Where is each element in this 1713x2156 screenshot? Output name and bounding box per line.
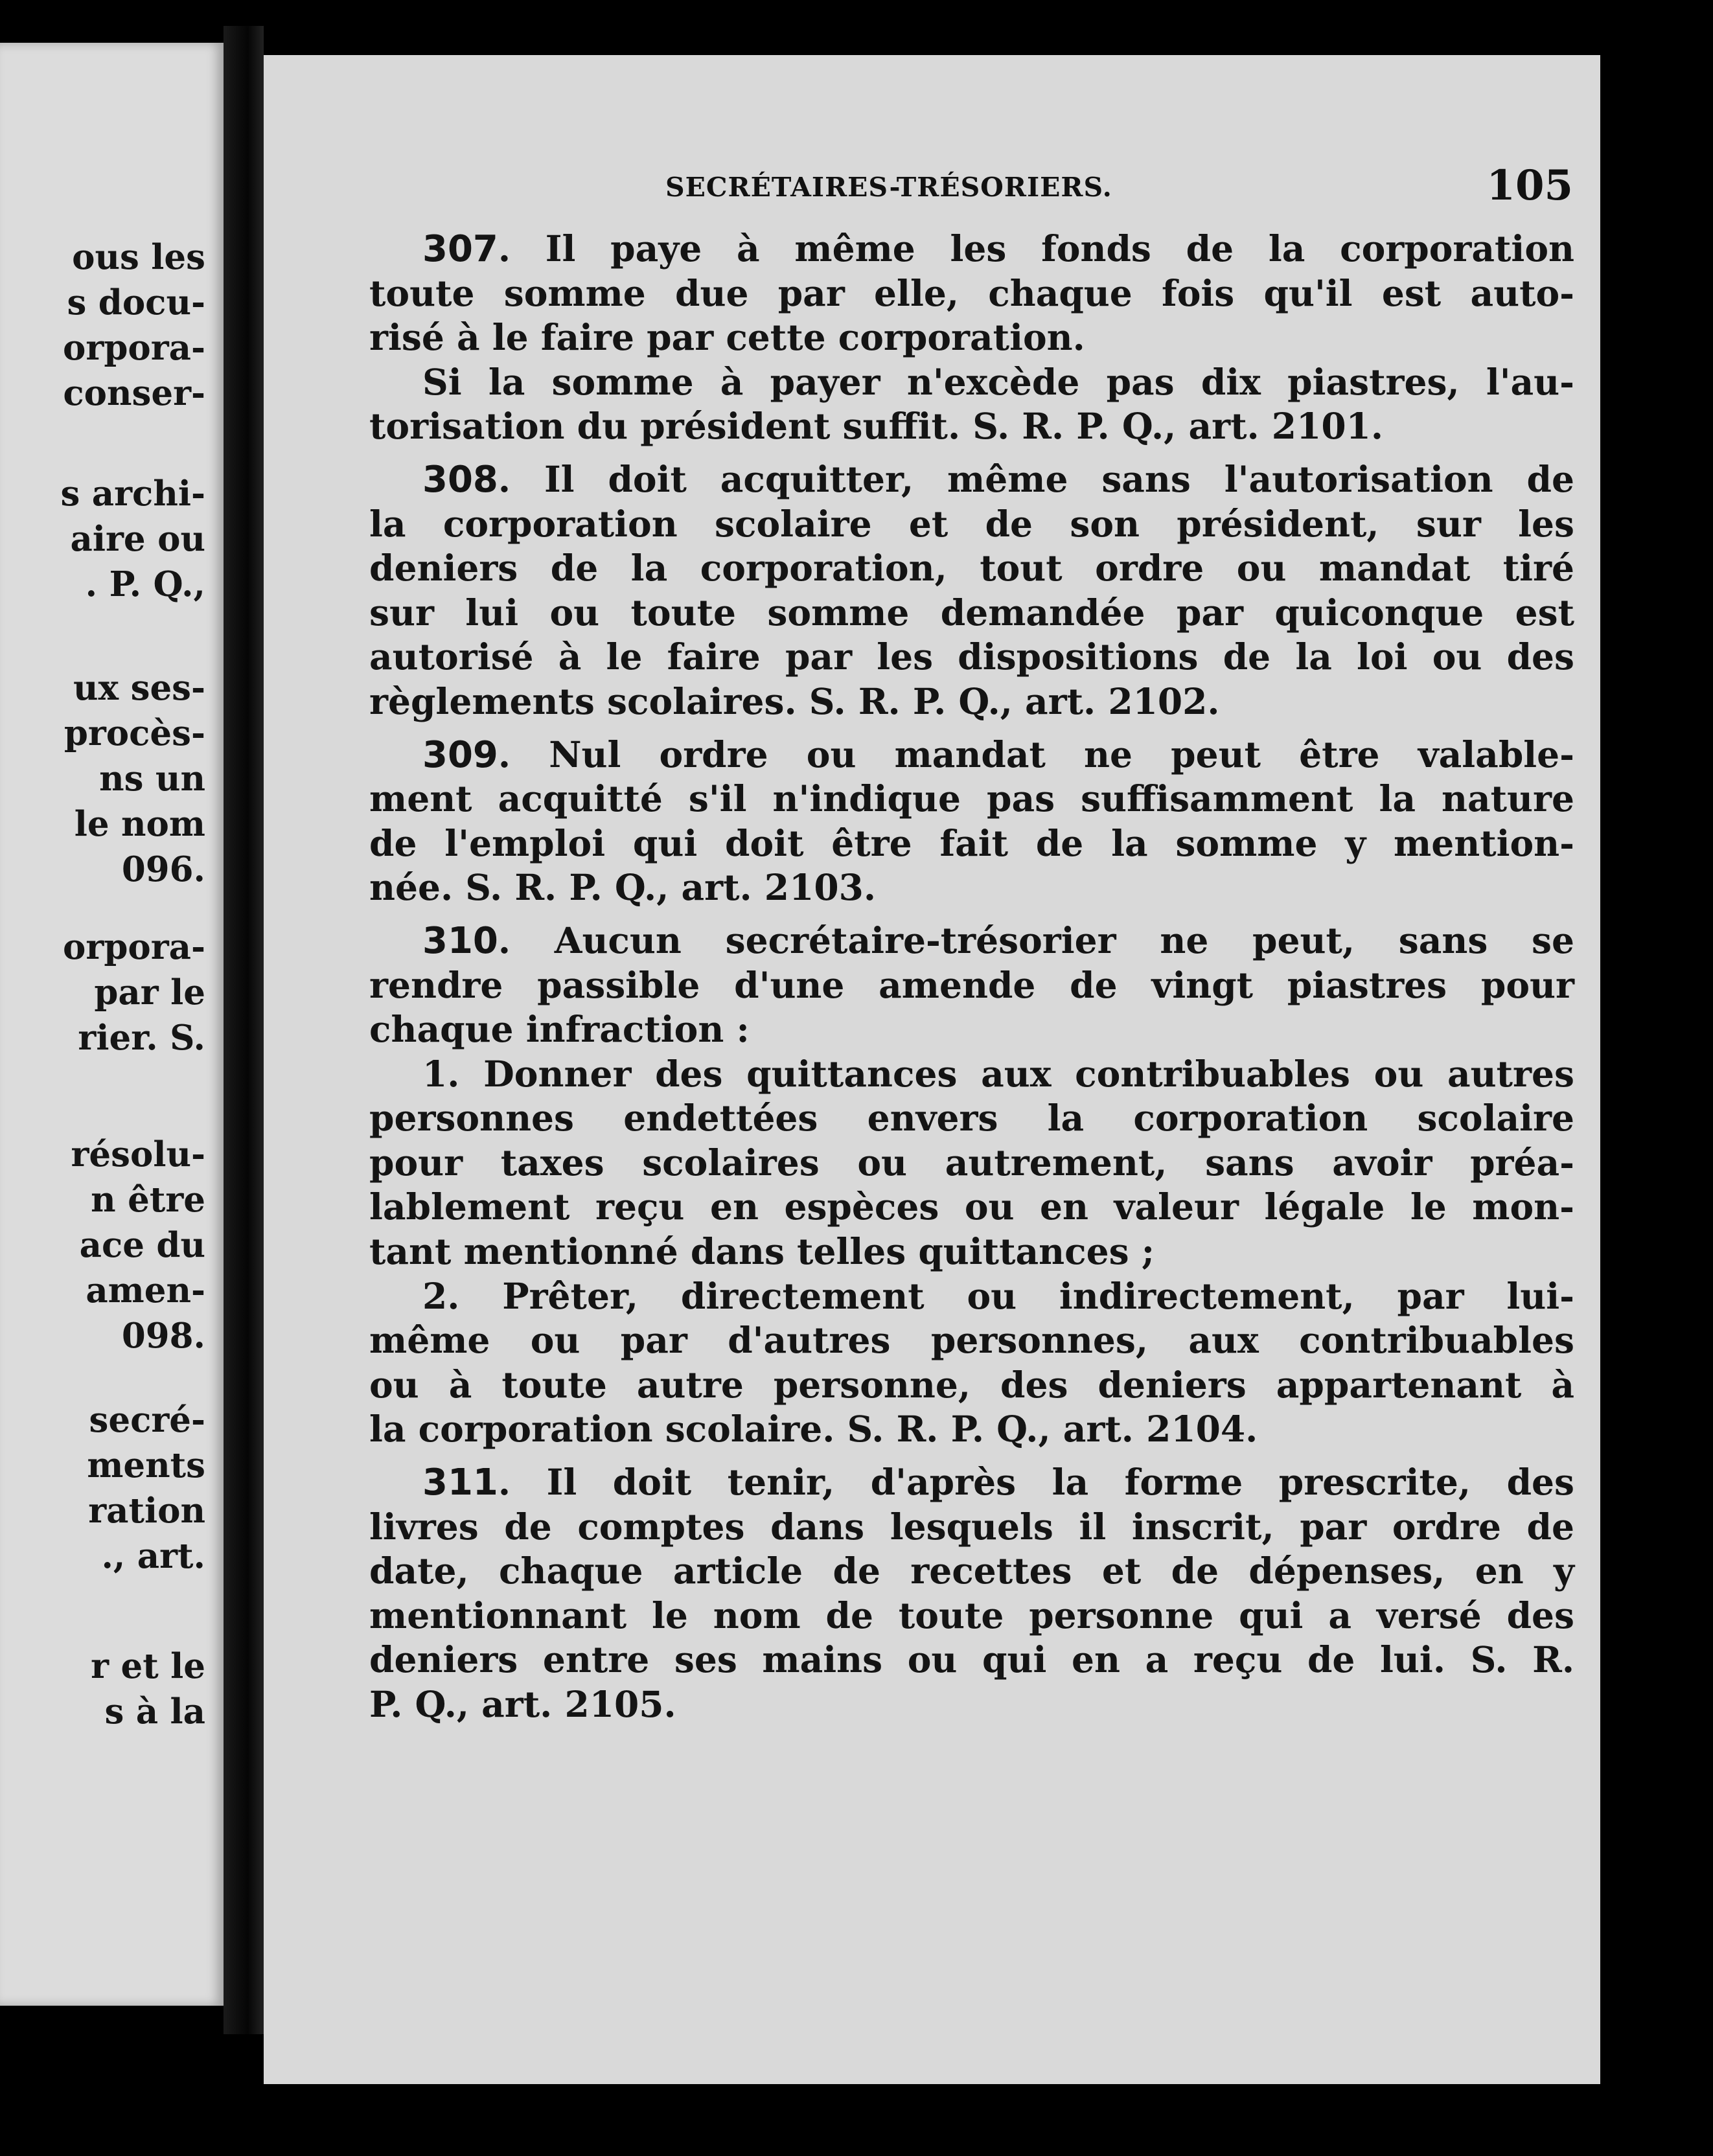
article-text: . Il paye à même les fonds de la corporation <box>498 227 1574 270</box>
article-line: 2. Prêter, directement ou indirectement, par lui- <box>422 1274 1574 1317</box>
left-page-line: ous les <box>72 237 205 277</box>
article-text: . Il doit tenir, d'après la forme prescrite, des <box>498 1461 1574 1504</box>
article-line: 1. Donner des quittances aux contribuables ou autres <box>422 1052 1574 1095</box>
article-line: ment acquitté s'il n'indique pas suffisamment la nature <box>369 777 1574 820</box>
article-line: deniers entre ses mains ou qui en a reçu de lui. S. R. <box>369 1638 1574 1681</box>
left-page-line: n être <box>91 1180 205 1220</box>
left-page-line: conser- <box>63 373 205 413</box>
article-line: chaque infraction : <box>369 1008 750 1051</box>
left-page-line: secré- <box>89 1400 205 1440</box>
left-page-line: résolu- <box>71 1134 205 1175</box>
article-line: mentionnant le nom de toute personne qui a versé des <box>369 1594 1574 1636</box>
left-page-line: le nom <box>74 804 205 844</box>
article-line: toute somme due par elle, chaque fois qu'il est auto- <box>369 271 1574 314</box>
left-page-line: 096. <box>121 849 205 889</box>
article-line: même ou par d'autres personnes, aux contribuables <box>369 1319 1574 1362</box>
left-page-line: ., art. <box>101 1536 205 1576</box>
left-page-line: ration <box>88 1491 205 1531</box>
left-page-line: orpora- <box>63 328 205 368</box>
article-first-line <box>369 1460 1574 1505</box>
left-page-line: ux ses- <box>73 668 205 708</box>
page-header <box>264 159 1600 217</box>
article-line: rendre passible d'une amende de vingt piastres pour <box>369 963 1574 1006</box>
article-number: 309 <box>422 733 498 776</box>
article-number: 307 <box>422 228 498 270</box>
binding-gutter <box>224 26 264 2034</box>
book-page <box>264 55 1600 2084</box>
left-page-line: amen- <box>86 1270 205 1311</box>
left-page-line: orpora- <box>63 927 205 967</box>
article-number: 311 <box>422 1462 498 1504</box>
article-number: 310 <box>422 919 498 962</box>
article-307 <box>369 227 1574 449</box>
left-page-line: s docu- <box>67 282 205 323</box>
article-text: . Nul ordre ou mandat ne peut être valable- <box>498 733 1574 775</box>
article-308 <box>369 457 1574 724</box>
article-309 <box>369 733 1574 910</box>
article-310 <box>369 919 1574 1452</box>
article-311 <box>369 1460 1574 1727</box>
left-page-line: 098. <box>121 1316 205 1356</box>
left-page-line: s archi- <box>60 474 205 514</box>
article-line: deniers de la corporation, tout ordre ou mandat tiré <box>369 547 1574 590</box>
page-body <box>369 227 1574 1727</box>
left-page-line: ace du <box>79 1225 205 1265</box>
article-line: ou à toute autre personne, des deniers appartenant à <box>369 1363 1574 1406</box>
article-first-line <box>369 457 1574 502</box>
article-line: torisation du président suffit. S. R. P. Q., art. 2101. <box>369 405 1384 448</box>
article-text: . Il doit acquitter, même sans l'autorisation de <box>498 457 1574 500</box>
article-line: la corporation scolaire. S. R. P. Q., art. 2104. <box>369 1408 1258 1451</box>
left-page-line: par le <box>94 972 205 1013</box>
article-first-line <box>369 919 1574 963</box>
article-line: pour taxes scolaires ou autrement, sans avoir préa- <box>369 1141 1574 1184</box>
page-number: 105 <box>1486 161 1573 210</box>
article-line: sur lui ou toute somme demandée par quiconque est <box>369 591 1574 634</box>
article-line: autorisé à le faire par les dispositions de la loi ou des <box>369 636 1574 678</box>
article-line: Si la somme à payer n'excède pas dix piastres, l'au- <box>422 360 1574 403</box>
article-line: née. S. R. P. Q., art. 2103. <box>369 866 877 909</box>
article-line: lablement reçu en espèces ou en valeur légale le mon- <box>369 1186 1574 1228</box>
left-page-line: r et le <box>91 1646 205 1686</box>
article-first-line <box>369 227 1574 271</box>
article-line: livres de comptes dans lesquels il inscrit, par ordre de <box>369 1505 1574 1548</box>
left-page-line: procès- <box>63 713 205 753</box>
article-line: P. Q., art. 2105. <box>369 1683 676 1725</box>
article-line: règlements scolaires. S. R. P. Q., art. 2102. <box>369 680 1220 722</box>
left-page-fragment <box>0 43 224 2006</box>
article-line: tant mentionné dans telles quittances ; <box>369 1230 1155 1273</box>
left-page-line: . P. Q., <box>85 564 205 604</box>
article-line: date, chaque article de recettes et de dépenses, en y <box>369 1550 1574 1592</box>
article-line: de l'emploi qui doit être fait de la somme y mention- <box>369 821 1574 864</box>
article-number: 308 <box>422 458 498 501</box>
article-first-line <box>369 733 1574 777</box>
left-page-line: ns un <box>99 759 205 799</box>
article-line: personnes endettées envers la corporation scolaire <box>369 1097 1574 1140</box>
article-text: . Aucun secrétaire-trésorier ne peut, sans se <box>498 919 1574 961</box>
left-page-line: aire ou <box>70 519 205 559</box>
left-page-line: ments <box>87 1445 205 1485</box>
left-page-line: rier. S. <box>78 1018 205 1058</box>
left-page-line: s à la <box>104 1692 205 1732</box>
article-line: la corporation scolaire et de son président, sur les <box>369 502 1574 545</box>
running-title: SECRÉTAIRES-TRÉSORIERS. <box>665 172 1112 203</box>
article-line: risé à le faire par cette corporation. <box>369 316 1085 359</box>
